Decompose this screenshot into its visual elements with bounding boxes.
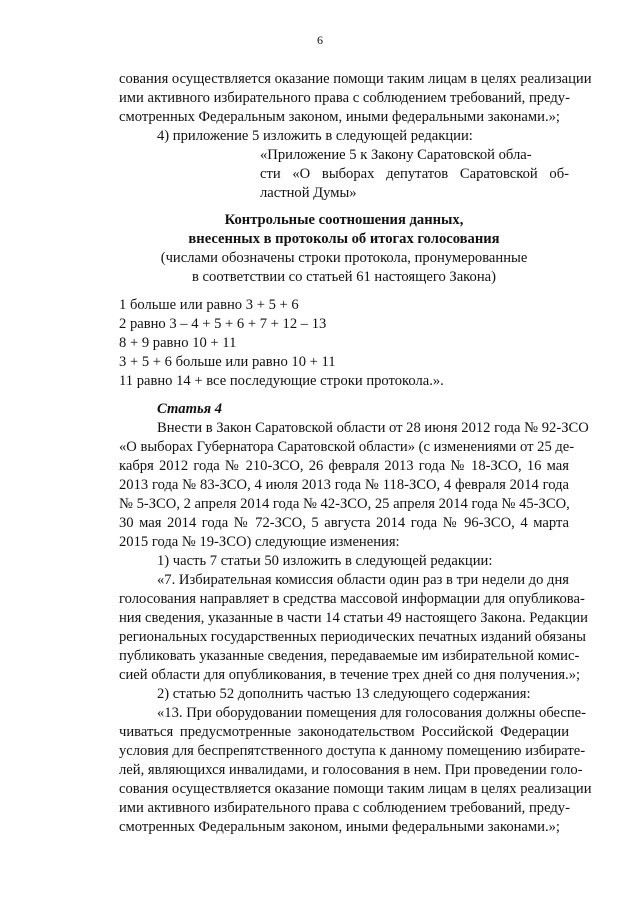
article-text-line: 2) статью 52 дополнить частью 13 следующего содержания: [157,686,531,702]
article-text-line: 2015 года № 19-ЗСО) следующие изменения: [119,534,400,550]
article-text-line: № 5-ЗСО, 2 апреля 2014 года № 42-ЗСО, 25 апреля 2014 года № 45-ЗСО, [119,496,570,512]
control-relation: 3 + 5 + 6 больше или равно 10 + 11 [119,354,336,370]
article-text-line: сией области для опубликования, в течение трех дней со дня получения.»; [119,667,581,683]
control-relation: 2 равно 3 – 4 + 5 + 6 + 7 + 12 – 13 [119,316,327,332]
article-title: Статья 4 [157,401,223,417]
section-subheading: (числами обозначены строки протокола, пронумерованные [160,250,528,266]
control-relation: 11 равно 14 + все последующие строки протокола.». [119,373,444,389]
article-text-line: ими активного избирательного права с соблюдением требований, преду- [119,800,570,816]
article-text-line: публиковать указанные сведения, передаваемые им избирательной комис- [119,648,580,664]
section-subheading: в соответствии со статьей 61 настоящего Закона) [192,269,496,285]
text-line: ими активного избирательного права с соблюдением требований, преду- [119,90,570,106]
article-text-line: «13. При оборудовании помещения для голосования должны обеспе- [157,705,587,721]
appendix-reference-line: «Приложение 5 к Закону Саратовской обла- [260,147,532,163]
section-heading: внесенных в протоколы об итогах голосования [188,231,500,247]
article-text-line: 1) часть 7 статьи 50 изложить в следующей редакции: [157,553,493,569]
text-line: 4) приложение 5 изложить в следующей редакции: [157,128,473,144]
appendix-reference-line: сти «О выборах депутатов Саратовской об- [260,166,569,182]
article-text-line: чиваться предусмотренные законодательством Российской Федерации [119,724,569,740]
section-heading: Контрольные соотношения данных, [224,212,464,228]
article-text-line: сования осуществляется оказание помощи таким лицам в целях реализации [119,781,592,797]
page-number: 6 [317,33,323,47]
article-text-line: «О выборах Губернатора Саратовской области» (с изменениями от 25 де- [119,439,575,455]
appendix-reference-line: ластной Думы» [260,185,357,201]
text-line: сования осуществляется оказание помощи таким лицам в целях реализации [119,71,592,87]
article-text-line: региональных государственных периодических печатных изданий обязаны [119,629,586,645]
control-relation: 8 + 9 равно 10 + 11 [119,335,237,351]
article-text-line: голосования направляет в средства массовой информации для опубликова- [119,591,585,607]
article-text-line: лей, являющихся инвалидами, и голосования в нем. При проведении голо- [119,762,583,778]
article-text-line: ния сведения, указанные в части 14 статьи 49 настоящего Закона. Редакции [119,610,588,626]
control-relation: 1 больше или равно 3 + 5 + 6 [119,297,299,313]
article-text-line: Внести в Закон Саратовской области от 28 июня 2012 года № 92-ЗСО [157,420,589,436]
article-text-line: кабря 2012 года № 210-ЗСО, 26 февраля 2013 года № 18-ЗСО, 16 мая [119,458,569,474]
article-text-line: смотренных Федеральным законом, иными федеральными законами.»; [119,819,560,835]
text-line: смотренных Федеральным законом, иными федеральными законами.»; [119,109,560,125]
article-text-line: «7. Избирательная комиссия области один раз в три недели до дня [157,572,569,588]
article-text-line: условия для беспрепятственного доступа к данному помещению избирате- [119,743,586,759]
article-text-line: 2013 года № 83-ЗСО, 4 июля 2013 года № 118-ЗСО, 4 февраля 2014 года [119,477,569,493]
article-text-line: 30 мая 2014 года № 72-ЗСО, 5 августа 2014 года № 96-ЗСО, 4 марта [119,515,569,531]
